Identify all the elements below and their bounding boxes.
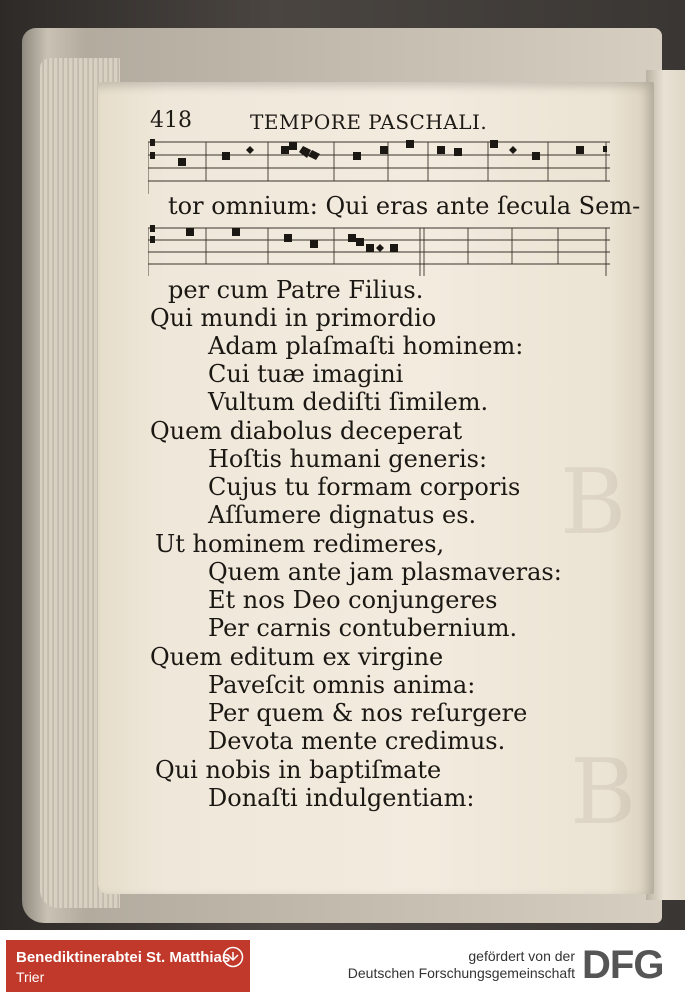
text-line: Per quem & nos reſurgere xyxy=(208,699,528,727)
text-line: Ut hominem redimeres, xyxy=(155,530,445,558)
text-line: Hoſtis humani generis: xyxy=(208,445,488,473)
institution-city: Trier xyxy=(16,969,45,985)
institution-logo-icon xyxy=(222,946,244,968)
institution-badge[interactable] xyxy=(6,940,250,992)
running-head: TEMPORE PASCHALI. xyxy=(250,110,488,134)
text-line: Qui mundi in primordio xyxy=(150,304,437,332)
svg-text:DFG: DFG xyxy=(582,944,664,984)
text-line: Cui tuæ imagini xyxy=(208,360,404,388)
page-number: 418 xyxy=(150,108,192,133)
text-line: Paveſcit omnis anima: xyxy=(208,671,476,699)
text-line: Devota mente credimus. xyxy=(208,727,506,755)
funded-by-text: gefördert von der xyxy=(468,948,575,964)
music-staff-2 xyxy=(148,222,610,278)
dfg-logo-icon[interactable] xyxy=(582,944,678,984)
funder-name: Deutschen Forschungsgemeinschaft xyxy=(347,965,575,981)
text-line: Donaſti indulgentiam: xyxy=(208,784,475,812)
text-line: Adam plaſmaſti hominem: xyxy=(208,332,524,360)
text-line: Quem ante jam plasmaveras: xyxy=(208,558,562,586)
text-line: Quem diabolus deceperat xyxy=(150,417,463,445)
text-line: tor omnium: Qui eras ante ſecula Sem- xyxy=(168,192,641,220)
show-through: B xyxy=(570,740,637,845)
text-line: Et nos Deo conjungeres xyxy=(208,586,498,614)
text-line: Quem editum ex virgine xyxy=(150,643,444,671)
text-line: Aſſumere dignatus es. xyxy=(208,501,477,529)
institution-name: Benediktinerabtei St. Matthias xyxy=(16,949,231,966)
text-line: per cum Patre Filius. xyxy=(168,276,424,304)
footer-banner xyxy=(0,930,685,1000)
text-line: Vultum dediſti ſimilem. xyxy=(208,388,489,416)
text-line: Cujus tu formam corporis xyxy=(208,473,521,501)
text-line: Per carnis contubernium. xyxy=(208,614,518,642)
show-through: B xyxy=(560,450,627,555)
text-line: Qui nobis in baptiſmate xyxy=(155,756,442,784)
music-staff-1 xyxy=(148,136,610,196)
